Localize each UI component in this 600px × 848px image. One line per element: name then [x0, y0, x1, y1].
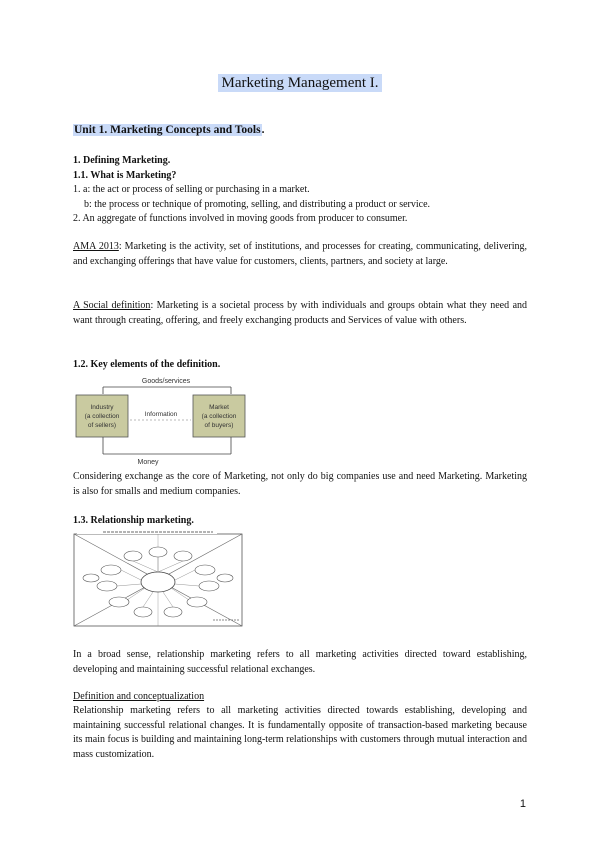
diagram-middle-label: Information — [144, 411, 178, 418]
unit-heading-text: Unit 1. Marketing Concepts and Tools — [74, 124, 261, 136]
definition-2: 2. An aggregate of functions involved in moving goods from producer to consumer. — [73, 213, 408, 225]
relationship-node — [164, 607, 182, 617]
diagram-top-label: Goods/services — [141, 378, 191, 385]
relationship-node — [109, 597, 129, 607]
section-1-1-heading: 1.1. What is Marketing? — [73, 169, 177, 181]
definition-1b: b: the process or technique of promoting, selling, and distributing a product or service. — [84, 198, 431, 210]
ama-text: : Marketing is the activity, set of institutions, and processes for creating, communicating, delivering, and exchanging offerings that have value for customers, clients, partners, and society at large. — [73, 241, 527, 267]
unit-heading — [73, 124, 264, 136]
relationship-node — [101, 565, 121, 575]
relationship-node — [83, 574, 99, 582]
industry-box-line-3: of sellers) — [87, 422, 117, 429]
broad-sense-paragraph: In a broad sense, relationship marketing refers to all marketing activities directed toward establishing, developing and maintaining successful relational exchanges. — [73, 649, 527, 675]
diagram-bottom-label: Money — [137, 459, 159, 466]
section-1-heading: 1. Defining Marketing. — [73, 155, 171, 166]
section-1-block — [73, 154, 527, 227]
relationship-center-node — [141, 572, 175, 592]
title-block — [0, 74, 600, 92]
market-box-line-1: Market — [209, 404, 229, 411]
relationship-node — [187, 597, 207, 607]
relationship-node — [149, 547, 167, 557]
relationship-marketing-diagram — [73, 530, 243, 628]
document-title: Marketing Management I. — [218, 74, 381, 92]
relationship-node — [174, 551, 192, 561]
relationship-node — [97, 581, 117, 591]
social-definition — [73, 299, 527, 328]
page-number: 1 — [519, 798, 526, 810]
relationship-node — [124, 551, 142, 561]
section-1-2-heading: 1.2. Key elements of the definition. — [73, 359, 221, 370]
industry-box-line-1: Industry — [90, 404, 114, 411]
key-elements-diagram — [73, 372, 259, 466]
industry-box-line-2: (a collection — [84, 413, 120, 420]
relationship-node — [134, 607, 152, 617]
market-box-line-2: (a collection — [201, 413, 237, 420]
ama-definition — [73, 240, 527, 269]
section-1-3-heading: 1.3. Relationship marketing. — [73, 515, 194, 526]
relationship-node — [217, 574, 233, 582]
definition-1a: 1. a: the act or process of selling or purchasing in a market. — [73, 184, 310, 196]
ama-label: AMA 2013 — [73, 241, 119, 252]
after-diagram-paragraph: Considering exchange as the core of Marketing, not only do big companies use and need Marketing. Marketing is also for smalls and medium companies. — [73, 471, 527, 497]
relationship-node — [195, 565, 215, 575]
unit-heading-period: . — [261, 124, 265, 136]
definition-concept-paragraph: Relationship marketing refers to all marketing activities directed towards establishing, developing and maintaining successful relational changes. It is fundamentally opposite of transaction-based marketing because its main focus is building and maintaining long-term relationships with customers through mutual interaction and mass customization. — [73, 705, 527, 760]
definition-concept-heading: Definition and conceptualization — [73, 691, 205, 702]
market-box-line-3: of buyers) — [204, 422, 234, 429]
social-text: : Marketing is a societal process by with individuals and groups obtain what they need and want through creating, offering, and freely exchanging products and Services of value with others. — [73, 300, 528, 326]
relationship-node — [199, 581, 219, 591]
social-label: A Social definition — [73, 300, 151, 311]
